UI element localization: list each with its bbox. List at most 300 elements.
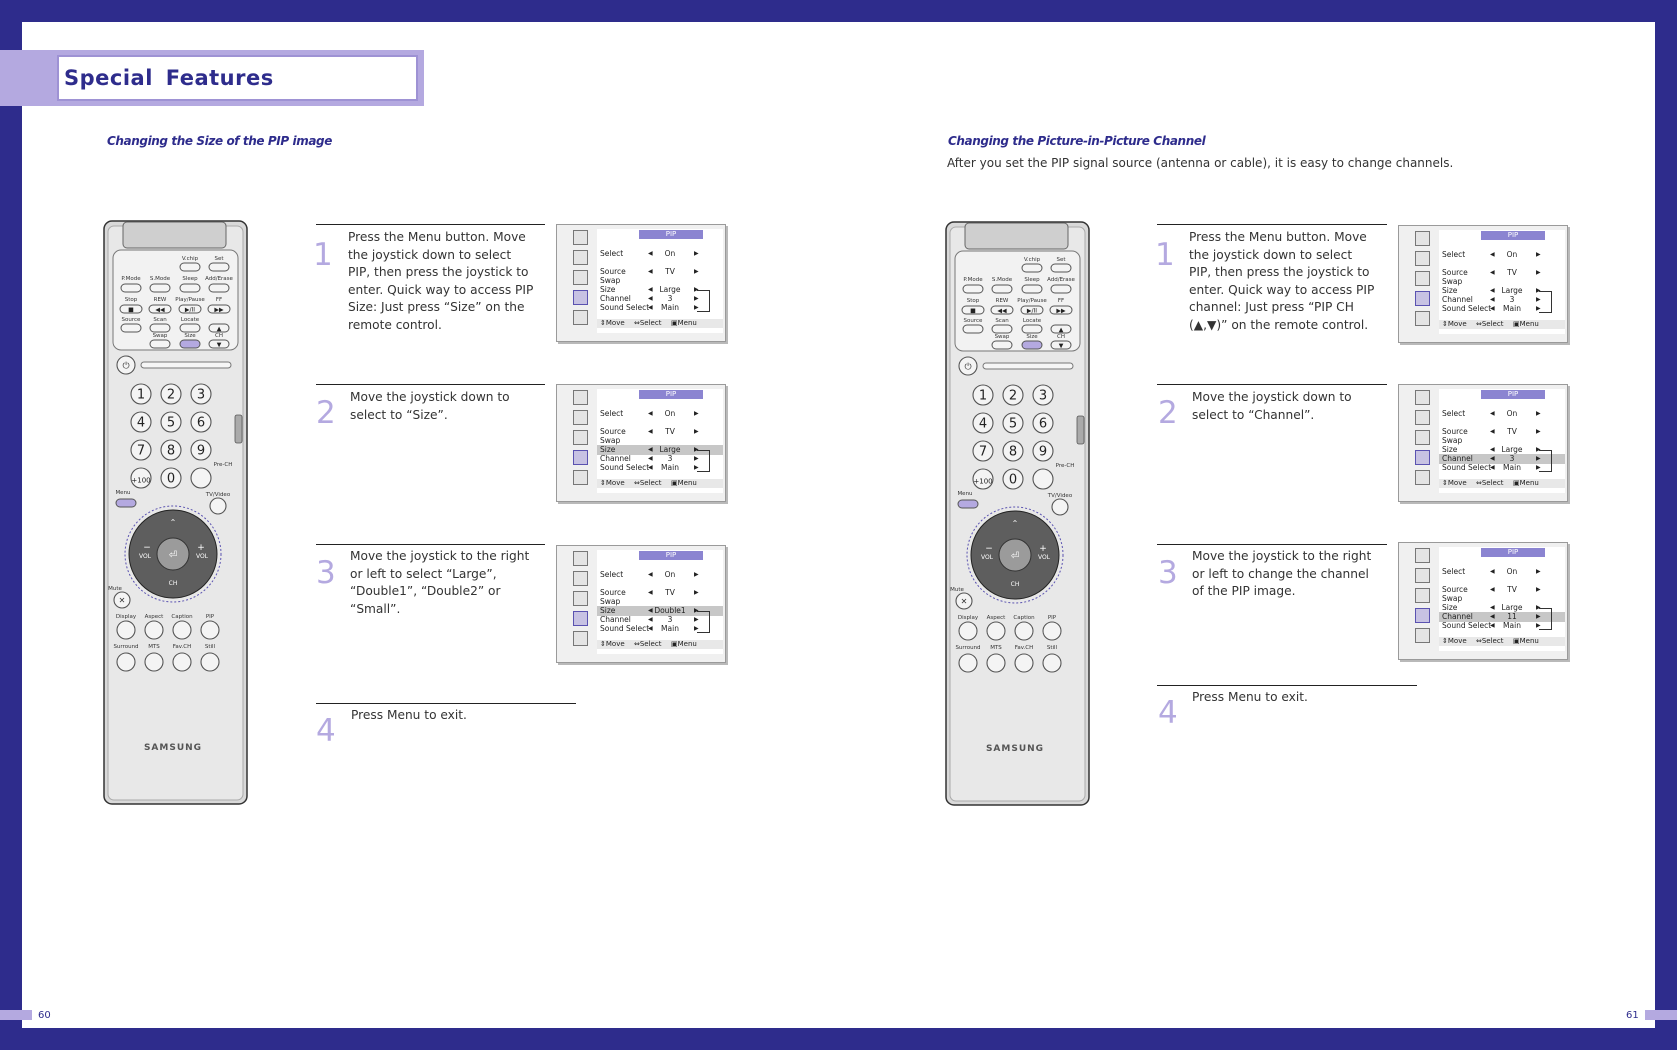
osd-row [1439,250,1565,260]
step-1-text [348,229,533,334]
remote-label: REW [153,297,167,303]
remote-button [173,653,191,671]
osd-row-value: Large [1501,445,1523,454]
osd-row [1439,409,1565,419]
picture-icon [1415,231,1430,246]
right-arrow-icon: ▶ [694,607,699,614]
step-line: of the PIP image. [1192,584,1296,598]
osd-row-value: Main [1503,304,1521,313]
osd-row-value: TV [1507,268,1517,277]
step-number: 1 [313,237,333,273]
tv-video-button [1052,499,1068,515]
osd-row-label: Size [600,445,616,454]
osd-bracket [1539,291,1552,313]
number-key-label: 3 [196,387,206,403]
step-number: 3 [1158,555,1178,591]
number-key-label: +100 [973,477,993,486]
remote-label: Play/Pause [175,297,205,303]
right-frame-bar [1655,0,1677,1050]
remote-button [1022,325,1042,333]
remote-label: Menu [957,491,973,497]
osd-row-label: Sound Select [600,624,650,633]
osd-row-label: Channel [600,294,631,303]
osd-footer [1439,637,1565,646]
remote-divider [141,362,231,368]
vol-label: VOL [138,553,152,560]
remote-label: Caption [1013,615,1035,621]
right-arrow-icon: ▶ [694,304,699,311]
mute-icon: ✕ [118,596,126,605]
page-number-left: 60 [38,1010,51,1021]
sound-icon [1415,251,1430,266]
remote-button [180,324,200,332]
step-line: Move the joystick to the right [350,549,530,563]
number-key-label: 8 [166,443,176,459]
left-arrow-icon: ◀ [1490,410,1495,417]
osd-row-value: TV [1507,585,1517,594]
osd-row-label: Sound Select [600,463,650,472]
setup-icon [573,290,588,305]
osd-row-label: Size [1442,603,1458,612]
left-arrow-icon: ◀ [648,625,653,632]
right-arrow-icon: ▶ [1536,251,1541,258]
top-frame-bar [0,0,1677,22]
number-key-label: 7 [978,444,988,460]
osd-row-label: Sound Select [1442,621,1492,630]
remote-button [173,621,191,639]
number-key-label: 6 [1038,416,1048,432]
step-number: 4 [316,713,336,749]
up-icon: ⌃ [1011,519,1019,528]
osd-row-label: Sound Select [1442,463,1492,472]
osd-bracket [1539,608,1552,630]
step-number: 4 [1158,695,1178,731]
remote-button [117,621,135,639]
remote-button [1043,654,1061,672]
menu-hint: ▣Menu [1513,637,1539,645]
move-hint: ⇕Move [600,319,625,327]
remote-label: Aspect [986,615,1006,621]
osd-row-label: Source [600,267,626,276]
remote-label: Swap [152,333,168,339]
osd-row-label: Channel [600,615,631,624]
osd-row-value: Main [661,303,679,312]
sound-icon [573,250,588,265]
remote-label: Fav.CH [172,644,192,650]
step-line: the joystick down to select [1189,247,1353,262]
bottom-frame-bar [0,1028,1677,1050]
left-arrow-icon: ◀ [1490,613,1495,620]
osd-row-value: 3 [667,454,673,463]
remote-label: Set [1056,257,1066,263]
step-number: 2 [1158,395,1178,431]
remote-label: Play/Pause [1017,298,1047,304]
remote-label: REW [995,298,1009,304]
right-arrow-icon: ▶ [694,455,699,462]
setup-icon [1415,450,1430,465]
sound-icon [573,410,588,425]
remote-label: Fav.CH [1014,645,1034,651]
pip-menu-screen [1398,225,1568,343]
select-hint: ⇔Select [1476,637,1504,645]
menu-hint: ▣Menu [1513,479,1539,487]
step-line: Press the Menu button. Move [1189,230,1367,244]
picture-icon [573,551,588,566]
remote-label: Swap [994,334,1010,340]
remote-label: Surround [955,645,981,651]
remote-top-cap [123,222,226,248]
left-arrow-icon: ◀ [1490,568,1495,575]
osd-side-icons [1415,390,1432,492]
left-arrow-icon: ◀ [1490,251,1495,258]
right-arrow-icon: ▶ [694,571,699,578]
osd-row-value: 11 [1507,612,1517,621]
remote-label: Pre-CH [213,462,233,468]
right-arrow-icon: ▶ [694,250,699,257]
remote-button [1043,622,1061,640]
osd-panel [1439,230,1565,334]
osd-footer [1439,320,1565,329]
remote-label: Add/Erase [205,276,233,282]
number-key-label: 7 [136,443,146,459]
remote-label: MTS [990,645,1002,651]
select-hint: ⇔Select [1476,320,1504,328]
number-key-label: 2 [1008,388,1018,404]
osd-row-value: 3 [1509,454,1515,463]
left-arrow-icon: ◀ [1490,296,1495,303]
step-divider [1157,685,1417,686]
osd-row-label: Size [1442,286,1458,295]
number-key-label: 1 [136,387,146,403]
osd-row-label: Sound Select [600,303,650,312]
remote-button [1051,285,1071,293]
osd-row-value: TV [665,267,675,276]
step-line: enter. Quick way to access PIP [348,282,534,297]
step-line: “Small”. [350,601,401,616]
left-frame-bar [0,0,22,1050]
right-arrow-icon: ▶ [1536,622,1541,629]
right-arrow-icon: ▶ [694,589,699,596]
remote-label: Still [204,644,216,650]
channel-icon [1415,271,1430,286]
step-line: channel: Just press “PIP CH [1189,300,1354,314]
remote-button [121,324,141,332]
step-line: “Double1”, “Double2” or [350,584,501,598]
step-line: the joystick down to select [348,247,512,262]
transport-icon: ◀◀ [155,306,165,314]
down-arrow-icon: ▼ [1058,342,1064,350]
osd-panel [597,550,723,654]
remote-label: Locate [180,317,200,323]
remote-control-left [103,220,248,805]
remote-button [117,653,135,671]
mode-switch [235,415,242,443]
plus-label: + [1039,544,1047,554]
remote-button [987,622,1005,640]
osd-row-label: Size [1442,445,1458,454]
mute-icon: ✕ [960,597,968,606]
step-number: 2 [316,395,336,431]
remote-button [201,653,219,671]
transport-icon: ▶/II [184,306,196,314]
step-line: Move the joystick to the right [1192,549,1372,563]
remote-divider [983,363,1073,369]
remote-label: Add/Erase [1047,277,1075,283]
menu-button [116,499,136,507]
samsung-logo: SAMSUNG [985,744,1045,754]
remote-label: Set [214,256,224,262]
osd-row-value: Main [1503,463,1521,472]
power-icon: ⏻ [964,362,972,373]
menu-hint: ▣Menu [671,640,697,648]
right-section-heading: Changing the Picture-in-Picture Channel [948,134,1206,148]
remote-label: TV/Video [205,492,231,498]
osd-row-label: Source [1442,427,1468,436]
remote-label: PIP [1047,615,1057,621]
right-arrow-icon: ▶ [1536,428,1541,435]
step-line: remote control. [348,317,442,332]
menu-hint: ▣Menu [671,319,697,327]
osd-panel [597,389,723,493]
remote-button [1022,285,1042,293]
step-3-text [1192,548,1371,601]
osd-row-value: TV [665,588,675,597]
picture-icon [573,230,588,245]
remote-label: FF [1057,298,1065,304]
left-arrow-icon: ◀ [648,304,653,311]
left-arrow-icon: ◀ [1490,464,1495,471]
remote-button [959,654,977,672]
remote-label: Scan [995,318,1009,324]
transport-icon: ▶▶ [214,306,224,314]
osd-row-value: Large [1501,286,1523,295]
size-button [180,340,200,348]
remote-label: TV/Video [1047,493,1073,499]
step-line: Press the Menu button. Move [348,230,526,244]
step-2-text [1192,389,1352,424]
step-line: Size: Just press “Size” on the [348,300,525,314]
remote-label: Menu [115,490,131,496]
remote-label: Aspect [144,614,164,620]
input-icon [1415,470,1430,485]
pip-menu-screen [1398,384,1568,502]
step-4-text [1192,689,1308,707]
right-arrow-icon: ▶ [1536,464,1541,471]
page-number-right: 61 [1626,1010,1639,1021]
osd-row-value: Large [1501,603,1523,612]
move-hint: ⇕Move [600,479,625,487]
osd-side-icons [573,230,590,332]
osd-row-value: Main [661,624,679,633]
remote-button [959,622,977,640]
osd-row-label: Swap [1442,277,1463,286]
remote-label: Size [184,333,196,339]
remote-label: Mute [108,586,122,592]
setup-icon [1415,291,1430,306]
plus-label: + [197,543,205,553]
select-hint: ⇔Select [1476,479,1504,487]
osd-row-label: Select [1442,409,1466,418]
remote-button [145,653,163,671]
select-hint: ⇔Select [634,479,662,487]
left-arrow-icon: ◀ [648,286,653,293]
pre-ch-button [191,468,211,488]
right-intro-text: After you set the PIP signal source (antenna or cable), it is easy to change channels. [947,156,1454,170]
osd-row-label: Source [600,588,626,597]
remote-label: S.Mode [149,276,171,282]
remote-button [180,263,200,271]
right-arrow-icon: ▶ [694,616,699,623]
select-hint: ⇔Select [634,640,662,648]
vol-label: VOL [195,553,209,560]
remote-label: V.chip [181,256,199,262]
pip-menu-screen [556,545,726,663]
channel-icon [1415,430,1430,445]
transport-icon: ▶/II [1026,307,1038,315]
osd-row-label: Channel [1442,454,1473,463]
remote-button [1015,654,1033,672]
input-icon [1415,628,1430,643]
remote-button [121,284,141,292]
number-key-label: 9 [1038,444,1048,460]
vol-label: VOL [980,554,994,561]
osd-row-label: Source [1442,585,1468,594]
picture-icon [1415,390,1430,405]
remote-label: Display [957,615,979,621]
osd-row-label: Swap [600,436,621,445]
remote-label: Sleep [1024,277,1040,283]
channel-icon [573,591,588,606]
right-arrow-icon: ▶ [694,625,699,632]
picture-icon [1415,548,1430,563]
left-arrow-icon: ◀ [648,410,653,417]
step-divider [316,224,545,225]
remote-button [963,285,983,293]
remote-label: Stop [124,297,138,303]
remote-label: Source [963,318,983,324]
osd-footer [597,640,723,649]
enter-icon: ⏎ [168,550,178,561]
number-key-label: 8 [1008,444,1018,460]
remote-label: FF [215,297,223,303]
osd-row-label: Swap [1442,594,1463,603]
remote-button [150,324,170,332]
menu-hint: ▣Menu [1513,320,1539,328]
osd-panel [597,229,723,333]
remote-label: Source [121,317,141,323]
remote-button [992,325,1012,333]
osd-bracket [697,450,710,472]
move-hint: ⇕Move [1442,479,1467,487]
right-arrow-icon: ▶ [1536,613,1541,620]
osd-row-value: 3 [1509,295,1515,304]
transport-icon: ▶▶ [1056,307,1066,315]
right-arrow-icon: ▶ [1536,586,1541,593]
remote-label: Locate [1022,318,1042,324]
pre-ch-button [1033,469,1053,489]
osd-row-label: Select [600,249,624,258]
left-arrow-icon: ◀ [648,571,653,578]
step-4-text [351,707,467,725]
osd-row [597,409,723,419]
right-arrow-icon: ▶ [1536,568,1541,575]
step-divider [1157,544,1387,545]
osd-row-label: Select [1442,567,1466,576]
remote-label: Sleep [182,276,198,282]
input-icon [573,631,588,646]
osd-row-value: On [664,570,676,579]
samsung-logo: SAMSUNG [143,743,203,753]
osd-title: PIP [1481,548,1545,557]
page-number-tab-left [0,1010,32,1020]
left-arrow-icon: ◀ [648,589,653,596]
pip-menu-screen [1398,542,1568,660]
osd-row-label: Size [600,606,616,615]
number-key-label: +100 [131,476,151,485]
step-line: PIP, then press the joystick to [348,265,529,279]
sound-icon [1415,568,1430,583]
osd-row-value: TV [1507,427,1517,436]
power-icon: ⏻ [122,361,130,372]
osd-row [597,570,723,580]
remote-label: CH [215,333,223,339]
right-arrow-icon: ▶ [694,268,699,275]
ch-label: CH [168,580,178,587]
remote-label: Stop [966,298,980,304]
remote-label: Surround [113,644,139,650]
step-line: PIP, then press the joystick to [1189,265,1370,279]
page-number-tab-right [1645,1010,1677,1020]
left-arrow-icon: ◀ [1490,428,1495,435]
remote-label: S.Mode [991,277,1013,283]
right-arrow-icon: ▶ [1536,287,1541,294]
down-arrow-icon: ▼ [216,341,222,349]
step-line: Move the joystick down to [1192,390,1352,404]
remote-label: Still [1046,645,1058,651]
setup-icon [1415,608,1430,623]
remote-button [180,284,200,292]
remote-button [992,341,1012,349]
up-icon: ⌃ [169,518,177,527]
setup-icon [573,611,588,626]
osd-title: PIP [1481,390,1545,399]
step-divider [1157,384,1387,385]
setup-icon [573,450,588,465]
number-key-label: 3 [1038,388,1048,404]
page-title: Special Features [64,66,274,90]
up-arrow-icon: ▲ [216,325,222,333]
remote-label: Size [1026,334,1038,340]
osd-row-label: Size [600,285,616,294]
osd-row-label: Select [600,409,624,418]
remote-label: P.Mode [121,276,141,282]
input-icon [1415,311,1430,326]
osd-row-value: On [1506,409,1518,418]
osd-side-icons [1415,231,1432,333]
remote-label: Mute [950,587,964,593]
step-divider [316,703,576,704]
osd-row-value: Large [659,445,681,454]
osd-row-value: 3 [667,294,673,303]
ch-label: CH [1010,581,1020,588]
osd-row-label: Channel [600,454,631,463]
right-arrow-icon: ▶ [694,410,699,417]
minus-label: − [143,543,151,553]
number-key-label: 1 [978,388,988,404]
osd-bracket [697,290,710,312]
right-arrow-icon: ▶ [1536,296,1541,303]
osd-row-value: Large [659,285,681,294]
